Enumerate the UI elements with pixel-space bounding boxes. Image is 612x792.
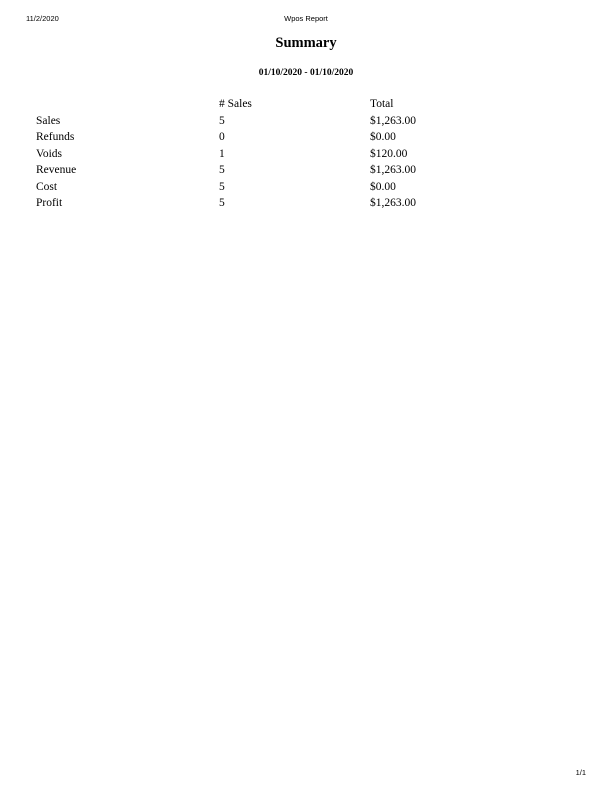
report-date-range: 01/10/2020 - 01/10/2020 — [258, 68, 354, 78]
row-label: Refunds — [36, 131, 75, 143]
row-count: 5 — [219, 164, 225, 176]
page-number: 1/1 — [575, 768, 586, 777]
row-label: Sales — [36, 114, 61, 127]
row-label: Voids — [36, 147, 62, 160]
column-header-label — [36, 96, 219, 113]
print-header-title: Wpos Report — [284, 14, 328, 23]
column-header-total: Total — [370, 98, 394, 110]
row-total: $0.00 — [370, 180, 396, 193]
row-total: $0.00 — [370, 131, 396, 143]
row-total: $1,263.00 — [370, 164, 416, 176]
table-row — [36, 179, 470, 196]
table-row — [36, 195, 470, 212]
print-date: 11/2/2020 — [26, 14, 59, 23]
table-row — [36, 146, 470, 163]
row-total: $120.00 — [370, 147, 408, 160]
row-count: 5 — [219, 197, 225, 209]
row-count: 5 — [219, 180, 225, 193]
table-header-row — [36, 96, 470, 113]
column-header-sales-count: # Sales — [219, 98, 252, 110]
report-title: Summary — [275, 35, 337, 51]
row-count: 1 — [219, 147, 225, 160]
row-count: 5 — [219, 114, 225, 127]
row-count: 0 — [219, 131, 225, 143]
row-label: Revenue — [36, 164, 77, 176]
row-total: $1,263.00 — [370, 114, 416, 127]
summary-table — [36, 96, 470, 212]
row-label: Profit — [36, 197, 63, 209]
table-row — [36, 113, 470, 130]
table-row — [36, 129, 470, 146]
row-label: Cost — [36, 180, 58, 193]
table-row — [36, 162, 470, 179]
row-total: $1,263.00 — [370, 197, 416, 209]
